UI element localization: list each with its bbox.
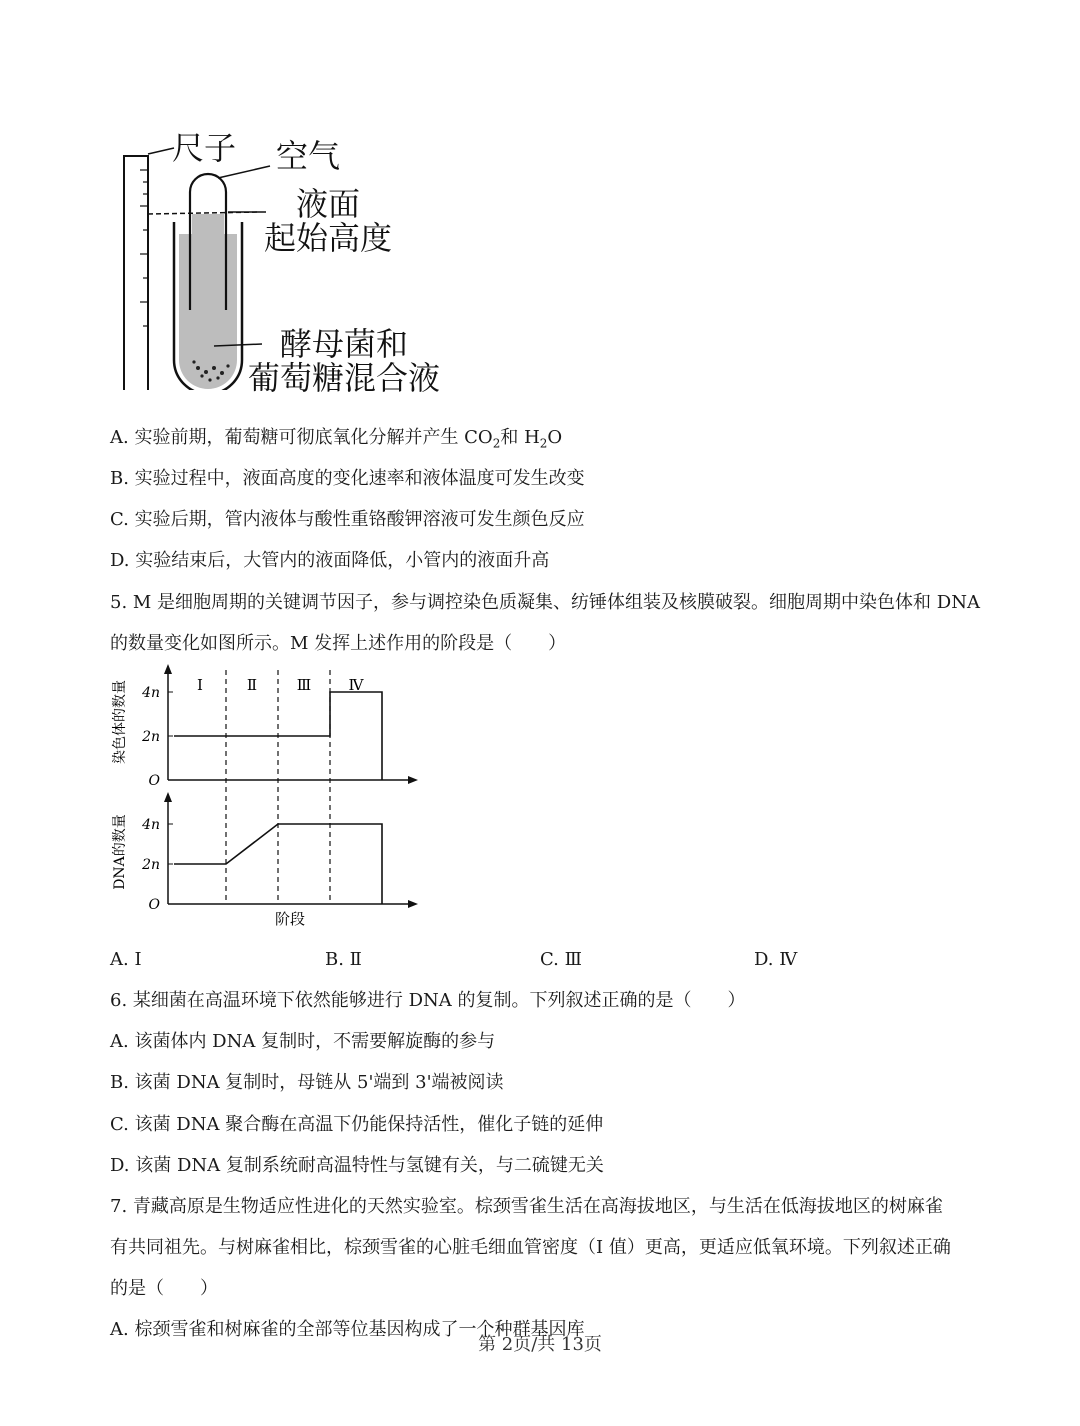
q5-option-c: C. Ⅲ — [540, 949, 582, 970]
chart1-ytick-2n: 2n — [142, 729, 160, 745]
chart1-ytick-O: O — [148, 773, 160, 789]
q4-option-d: D. 实验结束后，大管内的液面降低，小管内的液面升高 — [110, 550, 550, 571]
chart1-ytick-4n: 4n — [142, 685, 160, 701]
label-mix-2: 葡萄糖混合液 — [248, 359, 441, 397]
chart1-ylabel: 染色体的数量 — [112, 680, 128, 764]
chart2-ylabel: DNA的数量 — [112, 814, 128, 890]
ruler-ticks — [140, 170, 148, 326]
label-air: 空气 — [276, 137, 341, 175]
label-level-2: 起始高度 — [264, 219, 393, 257]
q6-stem: 6. 某细菌在高温环境下依然能够进行 DNA 的复制。下列叙述正确的是（ ） — [110, 990, 746, 1011]
q7-stem-line2: 有共同祖先。与树麻雀相比，棕颈雪雀的心脏毛细血管密度（I 值）更高，更适应低氧环境。下列叙述正确 — [110, 1237, 951, 1258]
q5-stem-line2: 的数量变化如图所示。M 发挥上述作用的阶段是（ ） — [110, 633, 567, 654]
chart2-xlabel: 阶段 — [274, 910, 306, 928]
page-footer: 第 2页/共 13页 — [478, 1334, 602, 1355]
cell-cycle-chart — [110, 662, 440, 942]
q6-option-a: A. 该菌体内 DNA 复制时，不需要解旋酶的参与 — [110, 1031, 496, 1052]
q5-option-a: A. Ⅰ — [110, 949, 142, 970]
label-ruler: 尺子 — [172, 129, 237, 167]
ruler-shape — [124, 156, 148, 390]
q4-option-a: A. 实验前期，葡萄糖可彻底氧化分解并产生 $CO_2$和 $H_2O$ — [110, 427, 563, 451]
stage-label-4: Ⅳ — [348, 676, 364, 694]
q6-option-b: B. 该菌 DNA 复制时，母链从 5'端到 3'端被阅读 — [110, 1072, 504, 1093]
chart1-y-arrow — [164, 664, 172, 674]
chromosome-series-line — [174, 692, 382, 780]
q5-stem-line1: 5. M 是细胞周期的关键调节因子，参与调控染色质凝集、纺锤体组装及核膜破裂。细胞周期中染色体和 DNA — [110, 592, 980, 613]
chart2-ytick-4n: 4n — [142, 817, 160, 833]
label-level-1: 液面 — [296, 185, 361, 223]
chart2-x-arrow — [408, 900, 418, 908]
q7-option-a: A. 棕颈雪雀和树麻雀的全部等位基因构成了一个种群基因库 — [110, 1319, 585, 1340]
q6-option-c: C. 该菌 DNA 聚合酶在高温下仍能保持活性，催化子链的延伸 — [110, 1114, 604, 1135]
label-mix-1: 酵母菌和 — [280, 325, 409, 363]
q5-option-b: B. Ⅱ — [325, 949, 362, 970]
chart2-ytick-2n: 2n — [142, 857, 160, 873]
stage-label-1: Ⅰ — [197, 676, 203, 694]
chart1-x-arrow — [408, 776, 418, 784]
q7-stem-line1: 7. 青藏高原是生物适应性进化的天然实验室。棕颈雪雀生活在高海拔地区，与生活在低海拔地区的树麻雀 — [110, 1196, 943, 1217]
chart2-y-arrow — [164, 792, 172, 802]
q5-option-d: D. Ⅳ — [754, 949, 798, 970]
small-tube-solution — [192, 214, 224, 310]
stage-label-3: Ⅲ — [296, 676, 312, 694]
stage-label-2: Ⅱ — [246, 676, 258, 694]
stage-dividers — [226, 670, 330, 904]
q4-option-c: C. 实验后期，管内液体与酸性重铬酸钾溶液可发生颜色反应 — [110, 509, 585, 530]
q4-option-b: B. 实验过程中，液面高度的变化速率和液体温度可发生改变 — [110, 468, 585, 489]
chart2-ytick-O: O — [148, 897, 160, 913]
q6-option-d: D. 该菌 DNA 复制系统耐高温特性与氢键有关，与二硫键无关 — [110, 1155, 604, 1176]
q7-stem-line3: 的是（ ） — [110, 1278, 218, 1299]
